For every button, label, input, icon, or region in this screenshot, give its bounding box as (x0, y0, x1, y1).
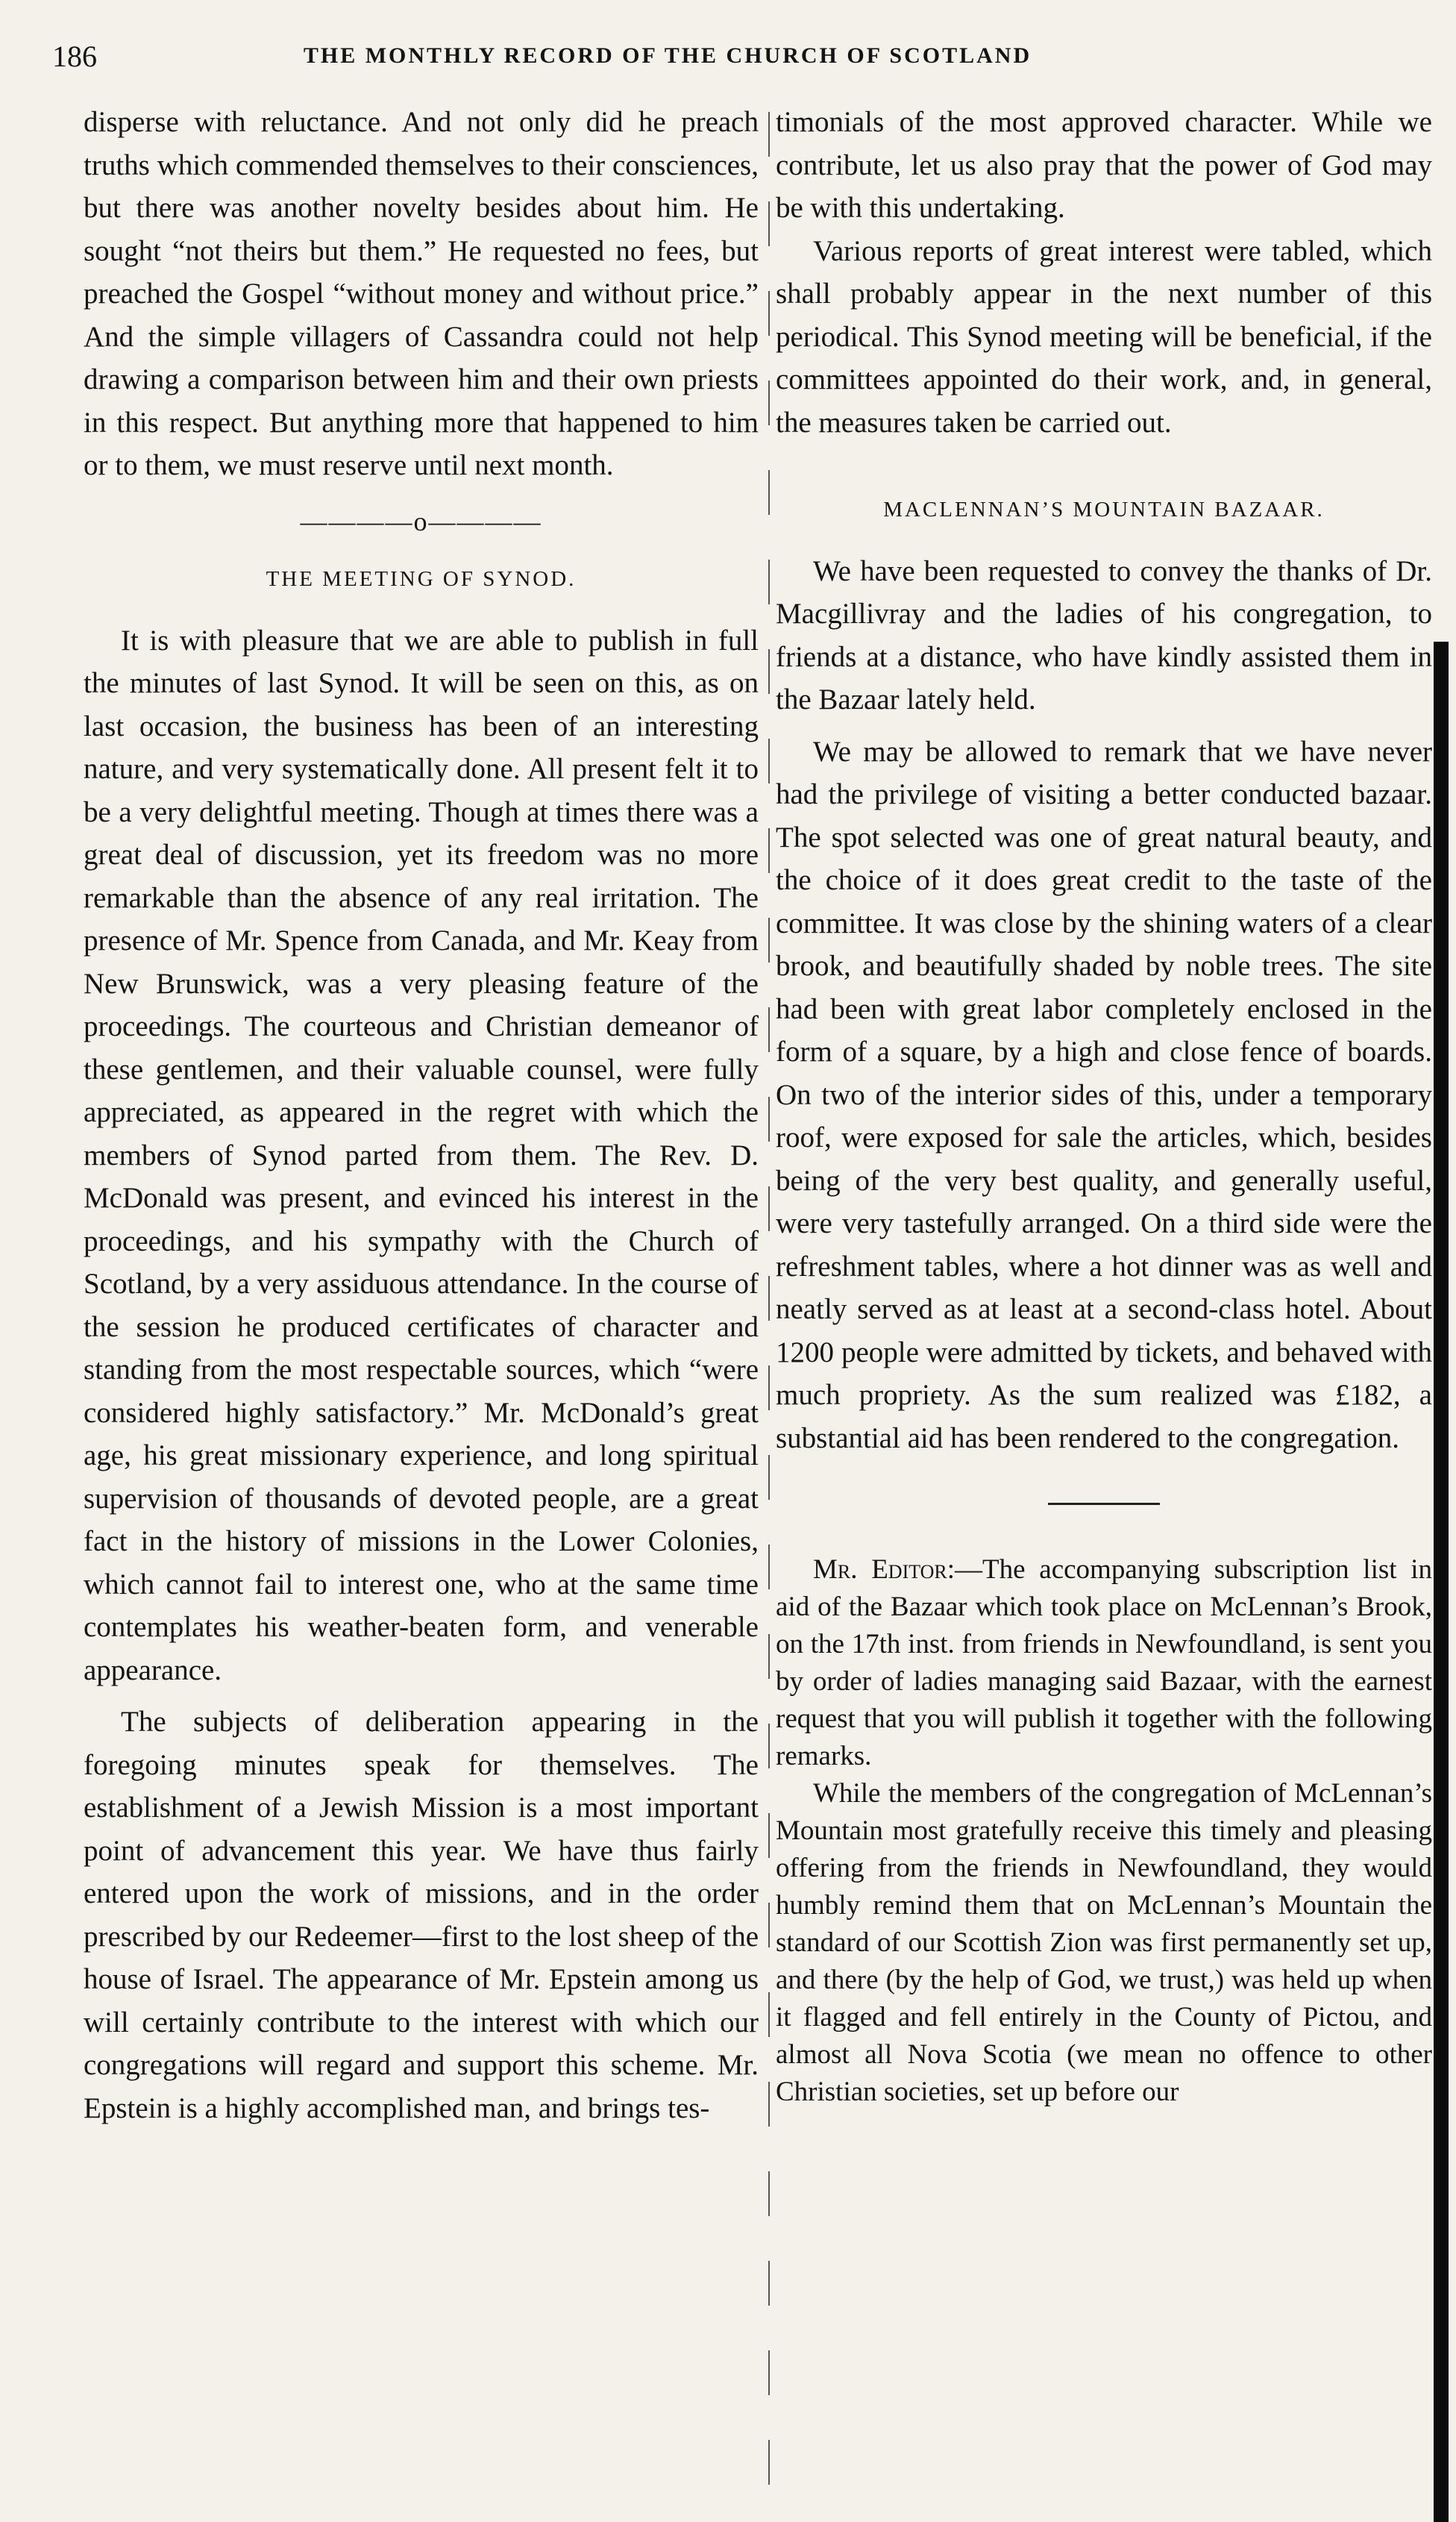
previous-article-end: disperse with reluctance. And not only did he preach truths which commended themselves to their consciences, but there was another novelty besides about him. He sought “not theirs but them.” He requested no fees, but preached the Gospel “without money and without price.” And the simple villagers of Cassandra could not help drawing a comparison between him and their own priests in this respect. But anything more that happened to him or to them, we must reserve until next month. (84, 106, 759, 481)
synod-paragraph-1: It is with pleasure that we are able to publish in full the minutes of last Synod. It will be seen on this, as on last occasion, the business has been of an interesting nature, and very systematically done. All present felt it to be a very delightful meeting. Though at times there was a great deal of discussion, yet its freedom was no more remarkable than the absence of any real irritation. The presence of Mr. Spence from Canada, and Mr. Keay from New Brunswick, was a very pleasing feature of the proceedings. The courteous and Christian demeanor of these gentlemen, and their valuable counsel, were fully appreciated, as appeared in the regret with which the members of Synod parted from them. The Rev. D. McDonald was present, and evinced his interest in the proceedings, and his sympathy with the Church of Scotland, by a very assiduous attendance. In the course of the session he produced certificates of character and standing from the most respectable sources, which “were considered highly satisfactory.” Mr. McDonald’s great age, his great missionary experience, and long spiritual supervision of thousands of devoted people, are a great fact in the history of missions in the Lower Colonies, which cannot fail to interest one, who at the same time contemplates his weather-beaten form, and venerable appearance. (84, 624, 759, 1686)
section-rule (1048, 1503, 1160, 1505)
right-column (776, 101, 1432, 2111)
letter-paragraph-1 (776, 1551, 1432, 1775)
letter-paragraph-2: While the members of the congregation of McLennan’s Mountain most gratefully receive this timely and pleasing offering from the friends in Newfoundland, they would humbly remind them that on McLennan’s Mountain the standard of our Scottish Zion was first permanently set up, and there (by the help of God, we trust,) was held up when it flagged and fell entirely in the County of Pictou, and almost all Nova Scotia (we mean no offence to other Christian societies, set up before our (776, 1778, 1432, 2107)
synod-heading: THE MEETING OF SYNOD. (266, 567, 577, 591)
bazaar-paragraph-1: We have been requested to convey the thanks of Dr. Macgillivray and the ladies of his congregation, to friends at a distance, who have kindly assisted them in the Bazaar lately held. (776, 554, 1432, 716)
scan-edge-shadow (1434, 642, 1449, 2522)
synod-continuation-1: timonials of the most approved character. While we contribute, let us also pray that the power of God may be with this undertaking. (776, 106, 1432, 224)
synod-continuation-2: Various reports of great interest were tabled, which shall probably appear in the next number of this periodical. This Synod meeting will be beneficial, if the committees appointed do their work, and, in general, the measures taken be carried out. (776, 234, 1432, 439)
left-column (84, 101, 759, 2130)
bazaar-paragraph-2: We may be allowed to remark that we have never had the privilege of visiting a better conducted bazaar. The spot selected was one of great natural beauty, and the choice of it does great credit to the taste of the committee. It was close by the shining waters of a clear brook, and beautifully shaded by noble trees. The site had been with great labor completely enclosed in the form of a square, by a high and close fence of boards. On two of the interior sides of this, under a temporary roof, were exposed for sale the articles, which, besides being of the very best quality, and generally useful, were very tastefully arranged. On a third side were the refreshment tables, where a hot dinner was as well and neatly served as at least at a second-class hotel. About 1200 people were admitted by tickets, and behaved with much propriety. As the sum realized was £182, a substantial aid has been rendered to the congregation. (776, 735, 1432, 1454)
letter-paragraph-1-text: —The accompanying subscription list in aid of the Bazaar which took place on McLennan’s Brook, on the 17th inst. from friends in Newfoundland, is sent you by order of ladies managing said Bazaar, with the earnest request that you will publish it together with the following remarks. (776, 1554, 1433, 1771)
section-divider: ————o———— (300, 506, 542, 536)
page-header (52, 30, 1216, 82)
bazaar-heading: MACLENNAN’S MOUNTAIN BAZAAR. (883, 498, 1325, 522)
column-divider (768, 112, 770, 2500)
running-title: THE MONTHLY RECORD OF THE CHURCH OF SCOTLAND (303, 43, 1032, 68)
page-number: 186 (52, 39, 97, 73)
synod-paragraph-2: The subjects of deliberation appearing in the foregoing minutes speak for themselves. The establishment of a Jewish Mission is a most important point of advancement this year. We have thus fairly entered upon the work of missions, and in the order prescribed by our Redeemer—first to the lost sheep of the house of Israel. The appearance of Mr. Epstein among us will certainly contribute to the interest with which our congregations will regard and support this scheme. Mr. Epstein is a highly accomplished man, and brings tes- (84, 1706, 759, 2124)
letter-salutation: Mr. Editor: (813, 1554, 956, 1585)
